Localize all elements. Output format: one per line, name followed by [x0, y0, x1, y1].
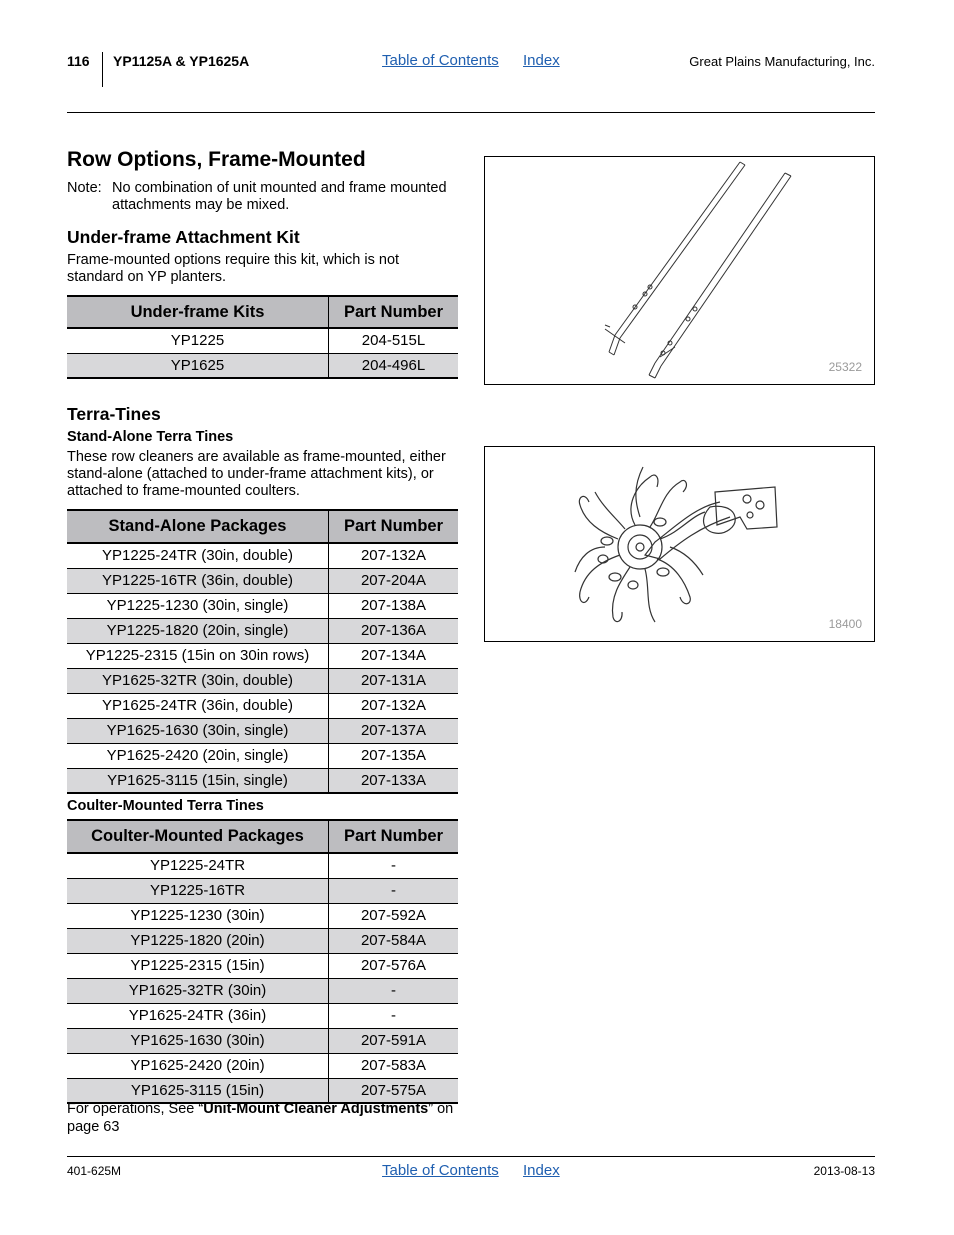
table-row: [67, 1053, 458, 1078]
table-cell: 207-135A: [329, 743, 459, 768]
header-divider: [102, 52, 103, 87]
coulter-table: [67, 819, 458, 1104]
table-row: [67, 878, 458, 903]
standalone-heading: Stand-Alone Terra Tines: [67, 429, 234, 445]
table-cell: 207-134A: [329, 643, 459, 668]
section-title: Row Options, Frame-Mounted: [67, 148, 366, 171]
publication-date: 2013-08-13: [813, 1164, 875, 1178]
table-row: [67, 953, 458, 978]
table-cell: 207-133A: [329, 768, 459, 793]
table-cell: 207-592A: [329, 903, 459, 928]
terra-tines-illustration: [485, 447, 874, 641]
table-cell: 207-136A: [329, 618, 459, 643]
table-cell: 207-576A: [329, 953, 459, 978]
underframe-description: Frame-mounted options require this kit, which is not standard on YP planters.: [67, 252, 400, 285]
table-cell: YP1225-1820 (20in, single): [67, 618, 329, 643]
table-cell: 207-131A: [329, 668, 459, 693]
footer-index-link[interactable]: Index: [523, 1162, 560, 1179]
table-cell: YP1225-2315 (15in): [67, 953, 329, 978]
terra-tines-figure: [484, 446, 875, 642]
table-cell: YP1225: [67, 328, 329, 353]
operations-reference: [67, 1100, 457, 1136]
table-cell: YP1625-3115 (15in): [67, 1078, 329, 1103]
table-row: [67, 618, 458, 643]
table-cell: 207-132A: [329, 693, 459, 718]
table-cell: YP1625-32TR (30in): [67, 978, 329, 1003]
table-cell: YP1225-24TR: [67, 853, 329, 878]
table-header: Coulter-Mounted Packages: [67, 820, 329, 853]
table-cell: YP1225-1820 (20in): [67, 928, 329, 953]
underframe-heading: Under-frame Attachment Kit: [67, 227, 300, 247]
table-row: [67, 853, 458, 878]
page-number: 116: [67, 53, 90, 69]
table-header: Under-frame Kits: [67, 296, 329, 328]
table-row: [67, 768, 458, 793]
table-row: [67, 353, 458, 378]
table-row: [67, 643, 458, 668]
table-cell: YP1225-1230 (30in, single): [67, 593, 329, 618]
table-cell: 207-137A: [329, 718, 459, 743]
table-header: Part Number: [329, 296, 459, 328]
table-cell: 207-584A: [329, 928, 459, 953]
table-row: [67, 718, 458, 743]
footer-toc-link[interactable]: Table of Contents: [382, 1162, 499, 1179]
header-index-link[interactable]: Index: [523, 52, 560, 69]
note: [67, 180, 447, 214]
table-row: [67, 543, 458, 568]
figure-number: 18400: [828, 617, 862, 631]
model-title: YP1125A & YP1625A: [113, 53, 250, 69]
note-text: No combination of unit mounted and frame mounted attachments may be mixed.: [112, 180, 447, 213]
table-header: Part Number: [329, 820, 459, 853]
table-cell: -: [329, 978, 459, 1003]
table-header: Stand-Alone Packages: [67, 510, 329, 543]
table-cell: YP1225-2315 (15in on 30in rows): [67, 643, 329, 668]
table-cell: YP1625: [67, 353, 329, 378]
table-cell: YP1225-24TR (30in, double): [67, 543, 329, 568]
table-cell: 207-583A: [329, 1053, 459, 1078]
doc-number: 401-625M: [67, 1164, 122, 1178]
footer-rule: [67, 1156, 875, 1157]
table-cell: YP1625-2420 (20in, single): [67, 743, 329, 768]
table-cell: -: [329, 853, 459, 878]
table-cell: YP1625-32TR (30in, double): [67, 668, 329, 693]
header-rule: [67, 112, 875, 113]
ops-suffix: ” on page 63: [67, 1101, 454, 1135]
table-row: [67, 978, 458, 1003]
table-row: [67, 1003, 458, 1028]
table-cell: 207-138A: [329, 593, 459, 618]
table-cell: YP1225-16TR: [67, 878, 329, 903]
table-cell: 204-496L: [329, 353, 459, 378]
table-row: [67, 693, 458, 718]
table-row: [67, 743, 458, 768]
table-cell: YP1625-24TR (36in): [67, 1003, 329, 1028]
underframe-bars-illustration: [485, 157, 874, 384]
table-cell: -: [329, 1003, 459, 1028]
coulter-heading: Coulter-Mounted Terra Tines: [67, 798, 264, 814]
table-cell: 207-204A: [329, 568, 459, 593]
table-cell: YP1625-24TR (36in, double): [67, 693, 329, 718]
ops-prefix: For operations, See “: [67, 1101, 204, 1117]
terra-tines-heading: Terra-Tines: [67, 404, 161, 424]
table-row: [67, 328, 458, 353]
table-header: Part Number: [329, 510, 459, 543]
company-name: Great Plains Manufacturing, Inc.: [689, 54, 875, 69]
table-cell: 207-132A: [329, 543, 459, 568]
table-cell: YP1625-1630 (30in, single): [67, 718, 329, 743]
table-row: [67, 668, 458, 693]
table-row: [67, 568, 458, 593]
figure-number: 25322: [828, 360, 862, 374]
table-row: [67, 1028, 458, 1053]
ops-link[interactable]: Unit-Mount Cleaner Adjustments: [203, 1101, 429, 1117]
standalone-table: [67, 509, 458, 794]
table-cell: 207-591A: [329, 1028, 459, 1053]
table-cell: YP1225-1230 (30in): [67, 903, 329, 928]
table-cell: -: [329, 878, 459, 903]
table-cell: YP1225-16TR (36in, double): [67, 568, 329, 593]
note-label: Note:: [67, 180, 102, 196]
header-toc-link[interactable]: Table of Contents: [382, 52, 499, 69]
table-row: [67, 593, 458, 618]
table-cell: YP1625-2420 (20in): [67, 1053, 329, 1078]
table-cell: YP1625-3115 (15in, single): [67, 768, 329, 793]
underframe-kit-figure: [484, 156, 875, 385]
standalone-description: These row cleaners are available as frame-mounted, either stand-alone (attached to under-frame attachment kits), or attached to frame-mounted coulters.: [67, 449, 446, 499]
table-cell: YP1625-1630 (30in): [67, 1028, 329, 1053]
underframe-table: [67, 295, 458, 379]
table-cell: 207-575A: [329, 1078, 459, 1103]
table-row: [67, 928, 458, 953]
table-row: [67, 903, 458, 928]
table-cell: 204-515L: [329, 328, 459, 353]
